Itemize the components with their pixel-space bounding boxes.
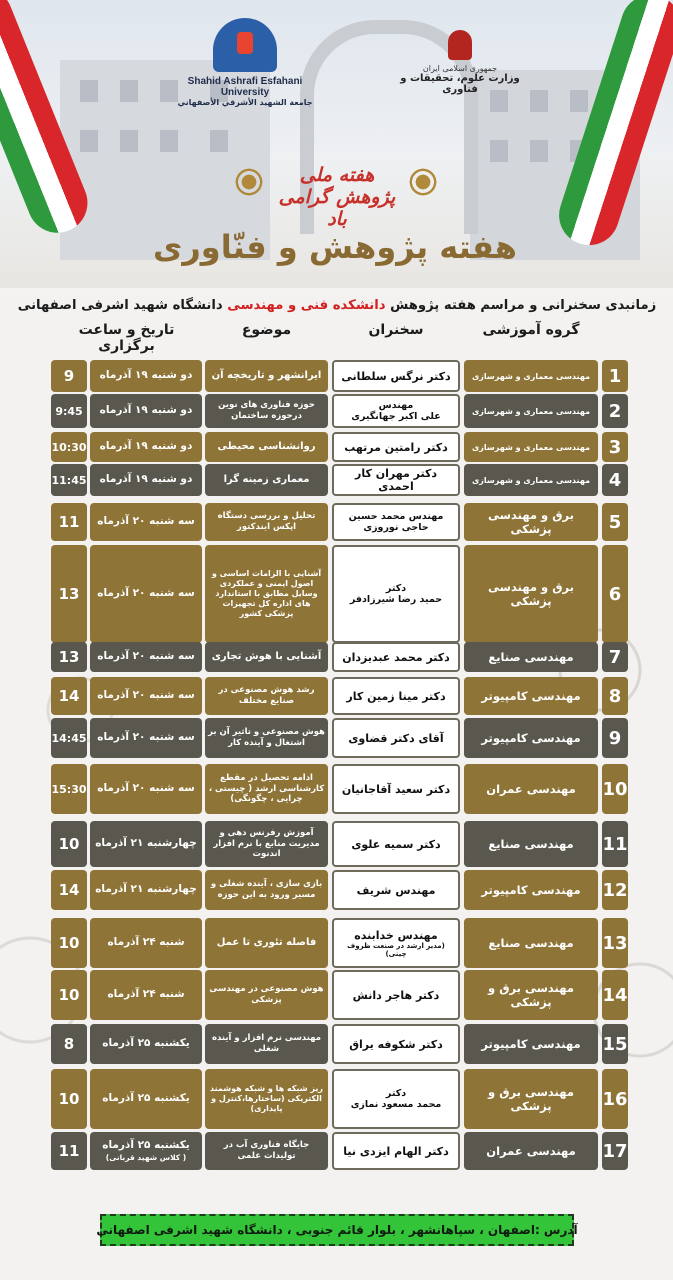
row-time: 14:45 <box>51 718 87 758</box>
row-number: 7 <box>602 642 628 672</box>
row-group: مهندسی کامپیوتر <box>464 677 598 715</box>
row-topic: آشنایی با الزامات اساسی و اصول ایمنی و عملکردی وسایل مطابق با استاندارد های اداره کل تجهیزات پزشکی کشور <box>205 545 328 643</box>
row-speaker: دکتر رامتین مرتهب <box>332 432 460 462</box>
schedule-subtitle <box>12 298 662 313</box>
row-speaker: دکتر سمیه علوی <box>332 821 460 867</box>
table-row <box>0 464 673 496</box>
table-row <box>0 918 673 968</box>
row-speaker: دکتر محمد مسعود نمازی <box>332 1069 460 1129</box>
table-row <box>0 870 673 910</box>
row-number: 5 <box>602 503 628 541</box>
row-time: 10 <box>51 821 87 867</box>
row-time: 14 <box>51 870 87 910</box>
subtitle-part2: دانشگاه شهید اشرفی اصفهانی <box>17 298 223 313</box>
row-speaker: دکتر هاجر دانش <box>332 970 460 1020</box>
row-topic: ریز شبکه ها و شبکه هوشمند الکتریکی (ساختارها،کنترل و پایداری) <box>205 1069 328 1129</box>
row-number: 14 <box>602 970 628 1020</box>
row-topic: روانشناسی محیطی <box>205 432 328 462</box>
table-row <box>0 432 673 462</box>
row-group: مهندسی معماری و شهرسازی <box>464 360 598 392</box>
university-logo <box>170 10 320 120</box>
row-speaker: دکتر حمید رضا شیرزادفر <box>332 545 460 643</box>
row-number: 6 <box>602 545 628 643</box>
university-emblem-icon <box>213 18 277 72</box>
row-date <box>90 1132 202 1170</box>
row-topic: فاصله تئوری تا عمل <box>205 918 328 968</box>
row-group: مهندسی صنایع <box>464 918 598 968</box>
row-group: مهندسی معماری و شهرسازی <box>464 464 598 496</box>
row-date: دو شنبه ۱۹ آذرماه <box>90 464 202 496</box>
speaker-note: (مدیر ارشد در صنعت ظروف چینی) <box>347 941 445 958</box>
row-group: مهندسی صنایع <box>464 642 598 672</box>
row-group: مهندسی عمران <box>464 764 598 814</box>
page-title: هفته پژوهش و فنّاوری <box>153 228 517 266</box>
row-date: دو شنبه ۱۹ آذرماه <box>90 432 202 462</box>
row-topic: آموزش رفرنس دهی و مدیریت منابع با نرم افزار اندنوت <box>205 821 328 867</box>
row-number: 3 <box>602 432 628 462</box>
column-header-group: گروه آموزشی <box>482 322 580 338</box>
row-speaker: دکتر مهران کار احمدی <box>332 464 460 496</box>
row-number: 2 <box>602 394 628 428</box>
row-date: چهارشنبه ۲۱ آذرماه <box>90 870 202 910</box>
row-topic: آشنایی با هوش تجاری <box>205 642 328 672</box>
row-group: مهندسی برق و پزشکی <box>464 1069 598 1129</box>
column-header-topic: موضوع <box>241 322 292 338</box>
table-row <box>0 503 673 541</box>
ministry-name: وزارت علوم، تحقیقات و فناوری <box>400 73 520 95</box>
header-banner <box>0 0 673 288</box>
row-number: 17 <box>602 1132 628 1170</box>
row-speaker: دکتر مینا زمین کار <box>332 677 460 715</box>
row-time: 9 <box>51 360 87 392</box>
row-date: سه شنبه ۲۰ آذرماه <box>90 642 202 672</box>
row-topic: هوش مصنوعی و تاثیر آن بر اشتغال و آینده کار <box>205 718 328 758</box>
row-number: 4 <box>602 464 628 496</box>
row-group: مهندسی معماری و شهرسازی <box>464 432 598 462</box>
column-header-datetime: تاریخ و ساعت برگزاری <box>78 322 175 354</box>
row-group: مهندسی برق و پزشکی <box>464 970 598 1020</box>
row-topic: حوزه فناوری های نوین درحوزه ساختمان <box>205 394 328 428</box>
row-time: 10:30 <box>51 432 87 462</box>
row-time: 15:30 <box>51 764 87 814</box>
row-group: مهندسی معماری و شهرسازی <box>464 394 598 428</box>
row-group: مهندسی عمران <box>464 1132 598 1170</box>
row-number: 13 <box>602 918 628 968</box>
table-row <box>0 821 673 867</box>
row-time: 11:45 <box>51 464 87 496</box>
university-name-en: Shahid Ashrafi Esfahani University <box>187 76 303 98</box>
row-number: 11 <box>602 821 628 867</box>
row-date: سه شنبه ۲۰ آذرماه <box>90 764 202 814</box>
row-number: 16 <box>602 1069 628 1129</box>
table-row <box>0 677 673 715</box>
row-speaker <box>332 918 460 968</box>
row-time: 13 <box>51 545 87 643</box>
row-number: 12 <box>602 870 628 910</box>
row-speaker: دکتر شکوفه یراق <box>332 1024 460 1064</box>
date-text: یکشنبه ۲۵ آذرماه <box>102 1139 190 1152</box>
row-date: شنبه ۲۴ آذرماه <box>90 970 202 1020</box>
speaker-name: مهندس خدابنده <box>354 928 438 942</box>
row-group: مهندسی کامپیوتر <box>464 1024 598 1064</box>
row-date: دو شنبه ۱۹ آذرماه <box>90 360 202 392</box>
subtitle-highlight: دانشکده فنی و مهندسی <box>227 298 386 313</box>
iran-emblem-icon <box>448 30 472 60</box>
table-row <box>0 1069 673 1129</box>
row-date: دو شنبه ۱۹ آذرماه <box>90 394 202 428</box>
ministry-country: جمهوری اسلامی ایران <box>422 64 498 73</box>
row-time: 11 <box>51 503 87 541</box>
row-speaker: مهندس علی اکبر جهانگیری <box>332 394 460 428</box>
row-topic: جایگاه فناوری آب در تولیدات علمی <box>205 1132 328 1170</box>
row-speaker: مهندس محمد حسین حاجی نوروزی <box>332 503 460 541</box>
row-time: 9:45 <box>51 394 87 428</box>
date-note: ( کلاس شهید قربانی) <box>105 1152 187 1162</box>
row-time: 14 <box>51 677 87 715</box>
row-time: 10 <box>51 1069 87 1129</box>
table-row <box>0 1132 673 1170</box>
row-number: 8 <box>602 677 628 715</box>
table-row <box>0 545 673 643</box>
row-time: 8 <box>51 1024 87 1064</box>
row-speaker: مهندس شریف <box>332 870 460 910</box>
row-group: مهندسی کامپیوتر <box>464 870 598 910</box>
row-topic: مهندسی نرم افزار و آینده شغلی <box>205 1024 328 1064</box>
row-topic: رشد هوش مصنوعی در صنایع مختلف <box>205 677 328 715</box>
table-row <box>0 718 673 758</box>
row-group: برق و مهندسی پزشکی <box>464 545 598 643</box>
row-number: 10 <box>602 764 628 814</box>
row-time: 10 <box>51 970 87 1020</box>
row-group: برق و مهندسی پزشکی <box>464 503 598 541</box>
ornament-icon <box>406 165 440 199</box>
address-bar: آدرس :اصفهان ، سپاهانشهر ، بلوار قائم جنوبی ، دانشگاه شهید اشرفی اصفهانی <box>100 1214 574 1246</box>
university-name-ar: جامعة الشهيد الأشرقي الأصفهاني <box>177 98 313 107</box>
row-speaker: دکتر نرگس سلطانی <box>332 360 460 392</box>
row-number: 9 <box>602 718 628 758</box>
row-topic: بازی سازی ، آینده شغلی و مسیر ورود به این حوزه <box>205 870 328 910</box>
row-speaker: دکتر محمد عبدیزدان <box>332 642 460 672</box>
row-date: شنبه ۲۴ آذرماه <box>90 918 202 968</box>
row-number: 15 <box>602 1024 628 1064</box>
row-topic: معماری زمینه گرا <box>205 464 328 496</box>
ministry-logo <box>390 30 530 95</box>
row-speaker: آقای دکتر قضاوی <box>332 718 460 758</box>
table-row <box>0 1024 673 1064</box>
table-row <box>0 394 673 428</box>
row-date: یکشنبه ۲۵ آذرماه <box>90 1024 202 1064</box>
row-time: 11 <box>51 1132 87 1170</box>
row-time: 10 <box>51 918 87 968</box>
row-date: سه شنبه ۲۰ آذرماه <box>90 677 202 715</box>
row-topic: ادامه تحصیل در مقطع کارشناسی ارشد ( چیستی ، چرایی ، چگونگی) <box>205 764 328 814</box>
table-row <box>0 642 673 672</box>
column-header-speaker: سخنران <box>368 322 424 338</box>
row-topic: ایرانشهر و تاریخچه آن <box>205 360 328 392</box>
slogan-calligraphy <box>272 160 402 230</box>
ornament-icon <box>232 165 266 199</box>
row-group: مهندسی صنایع <box>464 821 598 867</box>
row-number: 1 <box>602 360 628 392</box>
row-group: مهندسی کامپیوتر <box>464 718 598 758</box>
table-row <box>0 360 673 392</box>
row-date: چهارشنبه ۲۱ آذرماه <box>90 821 202 867</box>
row-topic: هوش مصنوعی در مهندسی پزشکی <box>205 970 328 1020</box>
row-speaker: دکتر الهام ایزدی نیا <box>332 1132 460 1170</box>
row-speaker: دکتر سعید آقاجانیان <box>332 764 460 814</box>
row-time: 13 <box>51 642 87 672</box>
table-row <box>0 764 673 814</box>
row-date: سه شنبه ۲۰ آذرماه <box>90 718 202 758</box>
subtitle-part1: زمانبدی سخنرانی و مراسم هفته پژوهش <box>390 298 657 313</box>
slogan-text: هفته ملی پژوهش گرامی باد <box>278 164 396 230</box>
row-topic: تحلیل و بررسی دستگاه اپکس ایندکتور <box>205 503 328 541</box>
row-date: سه شنبه ۲۰ آذرماه <box>90 545 202 643</box>
row-date: یکشنبه ۲۵ آذرماه <box>90 1069 202 1129</box>
table-row <box>0 970 673 1020</box>
row-date: سه شنبه ۲۰ آذرماه <box>90 503 202 541</box>
